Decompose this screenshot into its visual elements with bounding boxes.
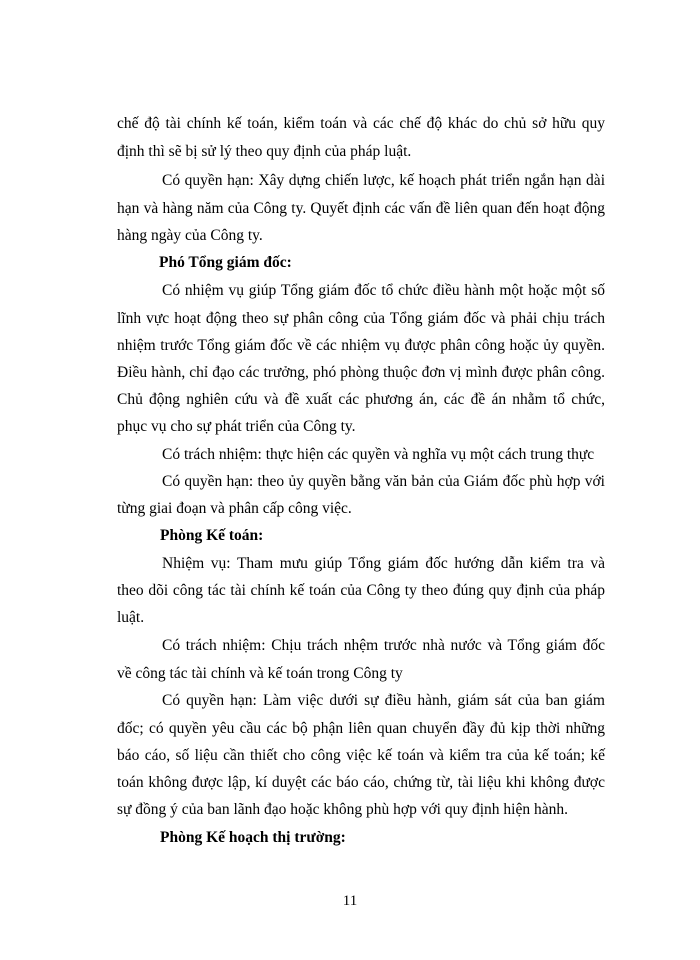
text-line: Có trách nhiệm: Chịu trách nhệm trước nhà nước và Tổng giám đốc (162, 637, 605, 654)
text-line: Điều hành, chỉ đạo các trưởng, phó phòng thuộc đơn vị mình được phân công. (117, 364, 605, 381)
text-line: lĩnh vực hoạt động theo sự phân công của Tổng giám đốc và phải chịu trách (117, 310, 605, 327)
text-line: báo cáo, số liệu cần thiết cho công việc kế toán và kiểm tra của kế toán; kế (117, 747, 605, 764)
text-line: Có quyền hạn: Làm việc dưới sự điều hành, giám sát của ban giám (162, 692, 605, 709)
text-line: đốc; có quyền yêu cầu các bộ phận liên quan chuyển đầy đủ kịp thời những (117, 720, 605, 737)
text-line: luật. (117, 609, 145, 626)
text-line: nhiệm trước Tổng giám đốc về các nhiệm vụ được phân công hoặc ủy quyền. (117, 337, 605, 354)
text-line: hạn và hàng năm của Công ty. Quyết định các vấn đề liên quan đến hoạt động (117, 200, 605, 217)
section-heading: Phòng Kế toán: (160, 527, 264, 544)
text-line: Có trách nhiệm: thực hiện các quyền và nghĩa vụ một cách trung thực (162, 446, 595, 463)
text-line: chế độ tài chính kế toán, kiểm toán và các chế độ khác do chủ sở hữu quy (117, 115, 605, 132)
text-line: Có quyền hạn: Xây dựng chiến lược, kế hoạch phát triển ngắn hạn dài (162, 172, 605, 189)
text-line: Nhiệm vụ: Tham mưu giúp Tổng giám đốc hướng dẫn kiểm tra và (162, 555, 605, 572)
page-number: 11 (342, 893, 358, 909)
text-line: định thì sẽ bị sử lý theo quy định của pháp luật. (117, 143, 412, 160)
section-heading: Phòng Kế hoạch thị trường: (160, 829, 346, 846)
text-line: về công tác tài chính và kế toán trong Công ty (117, 665, 403, 682)
text-line: Chủ động nghiên cứu và đề xuất các phương án, các đề án nhằm tổ chức, (117, 391, 605, 408)
text-line: theo dõi công tác tài chính kế toán của Công ty theo đúng quy định của pháp (117, 582, 605, 599)
text-line: hàng ngày của Công ty. (117, 227, 263, 244)
text-line: phục vụ cho sự phát triển của Công ty. (117, 418, 356, 435)
text-line: sự đồng ý của ban lãnh đạo hoặc không phù hợp với quy định hiện hành. (117, 801, 568, 818)
text-line: Có nhiệm vụ giúp Tổng giám đốc tổ chức điều hành một hoặc một số (162, 282, 605, 299)
text-line: từng giai đoạn và phân cấp công việc. (117, 500, 352, 517)
section-heading: Phó Tổng giám đốc: (159, 254, 292, 271)
text-line: Có quyền hạn: theo ủy quyền bằng văn bản của Giám đốc phù hợp với (162, 473, 605, 490)
text-line: toán không được lập, kí duyệt các báo cáo, chứng từ, tài liệu khi không được (117, 774, 605, 791)
